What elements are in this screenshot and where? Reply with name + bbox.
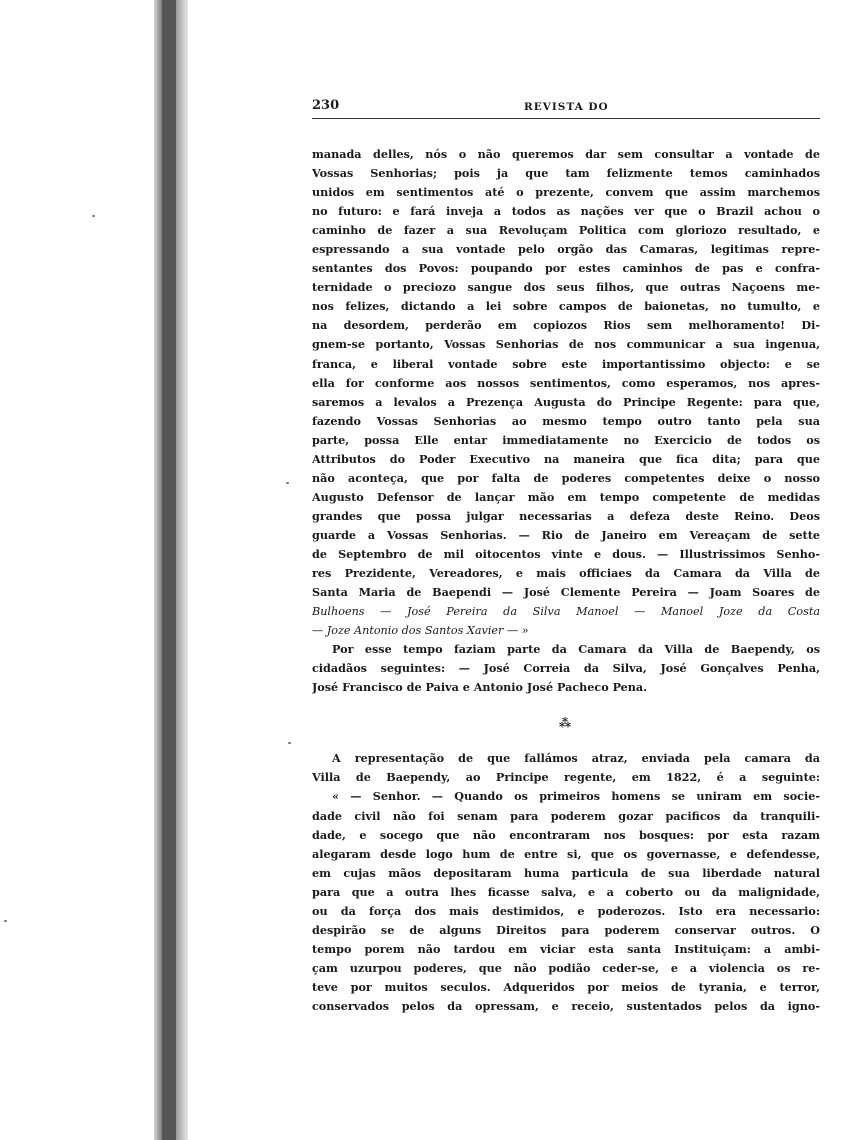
- book-page: [312, 96, 820, 1016]
- text-line: Attributos do Poder Executivo na maneira que fica dita; para que: [312, 451, 820, 466]
- text-line: alegaram desde logo hum de entre si, que os governasse, e defendesse,: [312, 846, 820, 861]
- text-line: fazendo Vossas Senhorias ao mesmo tempo outro tanto pela sua: [312, 413, 820, 428]
- page-number: 230: [312, 98, 340, 113]
- text-line: dade, e socego que não encontraram nos bosques: por esta razam: [312, 827, 820, 842]
- text-line: unidos em sentimentos até o prezente, convem que assim marchemos: [312, 185, 820, 200]
- text-line: dade civil não foi senam para poderem gozar pacificos da tranquili-: [312, 808, 820, 823]
- signatories-block: [312, 602, 820, 640]
- text-line: ou da força dos mais destimidos, e poderozos. Isto era necessario:: [312, 903, 820, 918]
- text-line: grandes que possa julgar necessarias a defeza deste Reino. Deos: [312, 508, 820, 523]
- scan-speck: [92, 215, 95, 217]
- book-gutter: [0, 0, 200, 1140]
- text-line: gnem-se portanto, Vossas Senhorias de nos communicar a sua ingenua,: [312, 337, 820, 352]
- text-line: « — Senhor. — Quando os primeiros homens se uniram em socie-: [332, 789, 820, 804]
- section-separator: ⁂: [558, 716, 574, 731]
- text-line: ternidade o preciozo sangue dos seus filhos, que outras Naçoens me-: [312, 280, 820, 295]
- text-line: sentantes dos Povos: poupando por estes caminhos de pas e confra-: [312, 261, 820, 276]
- text-line: A representação de que fallámos atraz, enviada pela camara da: [332, 751, 820, 766]
- text-line: Vossas Senhorias; pois ja que tam felizmente temos caminhados: [312, 166, 820, 181]
- text-line: caminho de fazer a sua Revoluçam Politica com gloriozo resultado, e: [312, 223, 820, 238]
- text-line: — Joze Antonio dos Santos Xavier — »: [312, 624, 529, 638]
- text-line: teve por muitos seculos. Adqueridos por meios de tyrania, e terror,: [312, 979, 820, 994]
- text-line: em cujas mãos depositaram huma particula de sua liberdade natural: [312, 865, 820, 880]
- text-line: Por esse tempo faziam parte da Camara da Villa de Baependy, os: [332, 642, 820, 657]
- text-line: conservados pelos da opressam, e receio, sustentados pelos da igno-: [312, 998, 820, 1013]
- text-line: res Prezidente, Vereadores, e mais officiaes da Camara da Villa de: [312, 566, 820, 581]
- text-line: franca, e liberal vontade sobre este importantissimo objecto: e se: [312, 356, 820, 371]
- gutter-shadow-right: [176, 0, 188, 1140]
- text-line: nos felizes, dictando a lei sobre campos de baionetas, no tumulto, e: [312, 299, 820, 314]
- representation-text-block: [312, 749, 820, 1016]
- text-line: tempo porem não tardou em viciar esta santa Instituiçam: a ambi-: [312, 941, 820, 956]
- text-line: José Francisco de Paiva e Antonio José Pacheco Pena.: [312, 680, 648, 695]
- text-line: Villa de Baependy, ao Principe regente, em 1822, é a seguinte:: [312, 770, 820, 785]
- text-line: não aconteça, que por falta de poderes competentes deixe o nosso: [312, 470, 820, 485]
- text-line: manada delles, nós o não queremos dar sem consultar a vontade de: [312, 147, 820, 161]
- running-title: REVISTA DO: [524, 101, 609, 113]
- running-header: [312, 96, 820, 119]
- text-line: para que a outra lhes ficasse salva, e a coberto ou da malignidade,: [312, 884, 820, 899]
- text-line: de Septembro de mil oitocentos vinte e dous. — Illustrissimos Senho-: [312, 546, 820, 561]
- text-line: Bulhoens — José Pereira da Silva Manoel — Manoel Joze da Costa: [312, 605, 820, 619]
- letter-text-block: [312, 145, 820, 602]
- text-line: na desordem, perderão em copiozos Rios sem melhoramento! Di-: [312, 318, 820, 333]
- gutter-shadow-left: [154, 0, 162, 1140]
- scan-speck: [288, 742, 291, 744]
- gutter-shadow-center: [162, 0, 176, 1140]
- text-line: parte, possa Elle entar immediatamente no Exercicio de todos os: [312, 432, 820, 447]
- scan-speck: [286, 482, 289, 484]
- text-line: guarde a Vossas Senhorias. — Rio de Janeiro em Vereaçam de sette: [312, 527, 820, 542]
- text-line: despirão se de alguns Direitos para poderem conservar outros. O: [312, 922, 820, 937]
- text-line: ella for conforme aos nossos sentimentos, como esperamos, nos apres-: [312, 375, 820, 390]
- text-line: saremos a levalos a Prezença Augusta do Principe Regente: para que,: [312, 394, 820, 409]
- citizens-paragraph: [312, 640, 820, 697]
- text-line: çam uzurpou poderes, que não podião ceder-se, e a violencia os re-: [312, 960, 820, 975]
- text-line: cidadãos seguintes: — José Correia da Silva, José Gonçalves Penha,: [312, 661, 820, 676]
- page-body: [312, 145, 820, 1016]
- scan-speck: [4, 920, 7, 922]
- text-line: Santa Maria de Baependi — José Clemente Pereira — Joam Soares de: [312, 585, 820, 600]
- text-line: espressando a sua vontade pelo orgão das Camaras, legitimas repre-: [312, 242, 820, 257]
- text-line: Augusto Defensor de lançar mão em tempo competente de medidas: [312, 489, 820, 504]
- text-line: no futuro: e fará inveja a todos as nações ver que o Brazil achou o: [312, 204, 820, 219]
